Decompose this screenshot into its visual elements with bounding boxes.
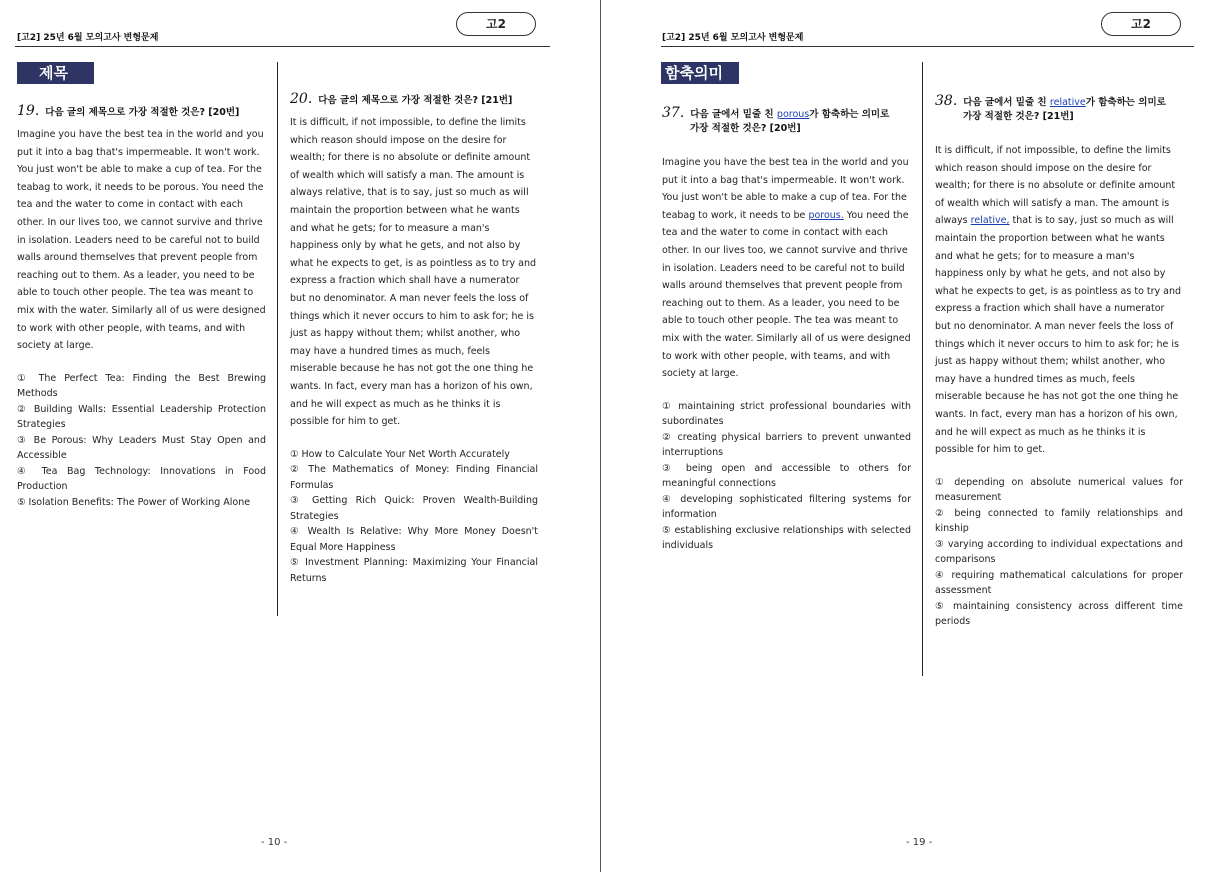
question-number: 37. — [662, 105, 685, 121]
passage-part-2: that is to say, just so much as will maintain the proportion between what he wants and what he gets; for to measure a man's happiness only by what he gets, and not also by what he expects to get, is as pointless as to try and express a fraction which shall have a numerator but no denominator. A man never feels the loss of things which it never occurs to him to ask for; he is just as happy without them; whilst another, who may have a hundred times as much, feels miserable because he has not got the one thing he wants. In fact, every man has a horizon of his own, and he will expect as much as he thinks it is possible for him to get. — [935, 215, 1182, 456]
option-3[interactable]: ③ Getting Rich Quick: Proven Wealth-Building Strategies — [290, 495, 538, 522]
option-3[interactable]: ③ Be Porous: Why Leaders Must Stay Open and Accessible — [17, 434, 266, 462]
question-19-header — [17, 104, 266, 120]
column-divider — [922, 62, 923, 676]
question-20-passage: It is difficult, if not impossible, to define the limits which reason should impose on the desire for wealth; for there is no absolute or definite amount of wealth which will satisfy a man. The amount is always relative, that is to say, just so much as will maintain the proportion between what he wants and what he gets; for to measure a man's happiness only by what he gets, and not also by what he expects to get, is as pointless as to try and express a fraction which shall have a numerator but no denominator. A man never feels the loss of things which it never occurs to him to ask for; he is just as happy without them; whilst another, who may have a hundred times as much, feels miserable because he has not got the one thing he wants. In fact, every man has a horizon of his own, and he will expect as much as he thinks it is possible for him to get. — [290, 117, 537, 428]
option-2[interactable]: ② The Mathematics of Money: Finding Financial Formulas — [290, 464, 538, 491]
question-38-options — [935, 475, 1183, 630]
header-rule — [661, 46, 1194, 47]
question-38 — [935, 94, 1183, 630]
option-4[interactable]: ④ Tea Bag Technology: Innovations in Food Production — [17, 465, 266, 493]
option-5[interactable]: ⑤ establishing exclusive relationships with selected individuals — [662, 524, 911, 552]
option-2[interactable]: ② being connected to family relationships and kinship — [935, 507, 1183, 535]
page-number: - 10 - — [261, 837, 288, 848]
question-38-passage — [935, 142, 1183, 459]
option-3[interactable]: ③ being open and accessible to others for meaningful connections — [662, 462, 911, 490]
option-2[interactable]: ② creating physical barriers to prevent unwanted interruptions — [662, 431, 911, 459]
option-1[interactable]: ① How to Calculate Your Net Worth Accurately — [290, 448, 510, 460]
question-prompt-pre: 다음 글에서 밑줄 친 — [963, 97, 1050, 108]
question-20-options — [290, 447, 538, 587]
question-20 — [290, 92, 538, 586]
question-prompt-line2: 가장 적절한 것은? [21번] — [963, 111, 1074, 122]
question-19-options — [17, 371, 266, 511]
question-19-passage: Imagine you have the best tea in the world and you put it into a bag that's impermeable. It won't work. You just won't be able to make a cup of tea. For the teabag to work, it needs to be porous. You need the tea and the water to come in contact with each other. In our lives too, we cannot survive and thrive in isolation. Leaders need to be careful not to build walls around themselves that prevent people from reaching out to them. As a leader, you need to be able to touch other people. The tea was meant to mix with the water. Similarly all of us were designed to work with other people, with teams, and with society at large. — [17, 129, 266, 352]
question-prompt-pre: 다음 글에서 밑줄 친 — [690, 109, 777, 120]
question-prompt-post: 가 함축하는 의미로 — [1085, 97, 1166, 108]
option-1[interactable]: ① maintaining strict professional boundaries with subordinates — [662, 400, 911, 428]
option-1[interactable]: ① The Perfect Tea: Finding the Best Brewing Methods — [17, 372, 266, 400]
question-38-header — [935, 94, 1183, 124]
question-prompt: 다음 글의 제목으로 가장 적절한 것은? [20번] — [45, 107, 240, 118]
page-header-title: [고2] 25년 6월 모의고사 변형문제 — [662, 33, 804, 43]
header-rule — [15, 46, 550, 47]
option-1[interactable]: ① depending on absolute numerical values for measurement — [935, 476, 1183, 504]
page-number: - 19 - — [906, 837, 933, 848]
option-3[interactable]: ③ varying according to individual expectations and comparisons — [935, 538, 1183, 566]
column-divider — [277, 62, 278, 616]
passage-part-1: It is difficult, if not impossible, to define the limits which reason should impose on the desire for wealth; for there is no absolute or definite amount of wealth which will satisfy a man. The amount is always — [935, 145, 1176, 227]
page-header-title: [고2] 25년 6월 모의고사 변형문제 — [17, 33, 159, 43]
grade-badge: 고2 — [1101, 12, 1181, 36]
option-2[interactable]: ② Building Walls: Essential Leadership Protection Strategies — [17, 403, 266, 431]
option-5[interactable]: ⑤ Isolation Benefits: The Power of Working Alone — [17, 496, 251, 508]
question-37-options — [662, 399, 911, 554]
question-number: 38. — [935, 93, 958, 109]
option-4[interactable]: ④ Wealth Is Relative: Why More Money Doesn't Equal More Happiness — [290, 526, 538, 553]
option-4[interactable]: ④ requiring mathematical calculations for proper assessment — [935, 569, 1183, 597]
section-tag-implication: 함축의미 — [661, 62, 739, 84]
question-20-header — [290, 92, 538, 108]
passage-keyword: porous. — [808, 209, 844, 221]
question-prompt: 다음 글의 제목으로 가장 적절한 것은? [21번] — [318, 95, 513, 106]
passage-keyword: relative, — [970, 215, 1010, 227]
passage-part-2: You need the tea and the water to come in contact with each other. In our lives too, we cannot survive and thrive in isolation. Leaders need to be careful not to build walls around themselves that prevent people from reaching out to them. As a leader, you need to be able to touch other people. The tea was meant to mix with the water. Similarly all of us were designed to work with other people, with teams, and with society at large. — [662, 209, 911, 380]
question-37-header — [662, 106, 911, 136]
grade-badge: 고2 — [456, 12, 536, 36]
question-number: 20. — [290, 91, 313, 107]
section-tag-title: 제목 — [17, 62, 94, 84]
option-5[interactable]: ⑤ Investment Planning: Maximizing Your Financial Returns — [290, 557, 538, 584]
option-5[interactable]: ⑤ maintaining consistency across different time periods — [935, 600, 1183, 628]
keyword-link[interactable]: relative — [1049, 97, 1086, 108]
option-4[interactable]: ④ developing sophisticated filtering systems for information — [662, 493, 911, 521]
left-page — [0, 0, 600, 872]
question-prompt-line2: 가장 적절한 것은? [20번] — [690, 123, 801, 134]
question-37 — [662, 106, 911, 554]
passage-part-1: Imagine you have the best tea in the world and you put it into a bag that's impermeable. It won't work. You just won't be able to make a cup of tea. For the teabag to work, it needs to be — [662, 157, 909, 221]
question-prompt-post: 가 함축하는 의미로 — [809, 109, 890, 120]
keyword-link[interactable]: porous — [776, 109, 810, 120]
right-page — [601, 0, 1230, 872]
question-37-passage — [662, 154, 911, 383]
question-number: 19. — [17, 103, 40, 119]
question-19 — [17, 104, 266, 510]
